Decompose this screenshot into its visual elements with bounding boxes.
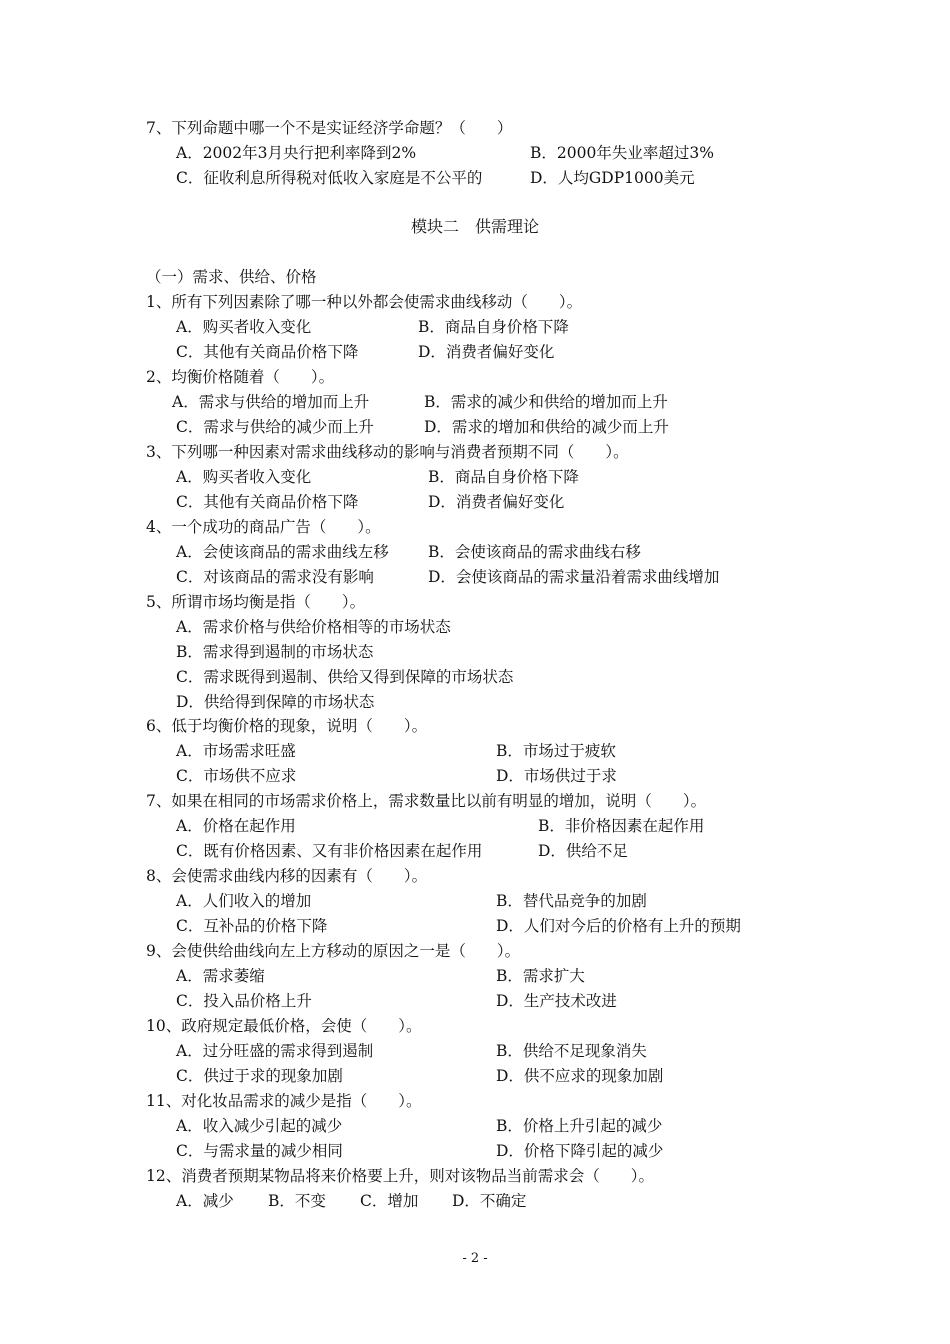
question-stem: 12、消费者预期某物品将来价格要上升，则对该物品当前需求会（ ）。 bbox=[146, 1167, 654, 1185]
option-b: B．2000年失业率超过3% bbox=[530, 144, 714, 162]
option-b: B．需求的减少和供给的增加而上升 bbox=[424, 393, 668, 411]
option-d: D．不确定 bbox=[452, 1192, 527, 1210]
option-c: C．对该商品的需求没有影响 bbox=[176, 568, 374, 586]
option-c: C．与需求量的减少相同 bbox=[176, 1142, 343, 1160]
question-stem: 1、所有下列因素除了哪一种以外都会使需求曲线移动（ ）。 bbox=[146, 293, 583, 311]
option-c: C．既有价格因素、又有非价格因素在起作用 bbox=[176, 842, 483, 860]
option-d: D．生产技术改进 bbox=[496, 992, 617, 1010]
question-stem: 7、如果在相同的市场需求价格上，需求数量比以前有明显的增加，说明（ ）。 bbox=[146, 792, 707, 810]
option-b: B．替代品竞争的加剧 bbox=[496, 892, 647, 910]
option-a: A．减少 bbox=[176, 1192, 234, 1210]
option-b: B．供给不足现象消失 bbox=[496, 1042, 647, 1060]
question-stem: 5、所谓市场均衡是指（ ）。 bbox=[146, 593, 366, 611]
option-c: C．征收利息所得税对低收入家庭是不公平的 bbox=[176, 169, 483, 187]
option-d: D．消费者偏好变化 bbox=[428, 493, 565, 511]
option-c: C．市场供不应求 bbox=[176, 767, 297, 785]
option-a: A．2002年3月央行把利率降到2% bbox=[176, 144, 417, 162]
option-a: A．购买者收入变化 bbox=[176, 318, 312, 336]
question-stem: 2、均衡价格随着（ ）。 bbox=[146, 368, 335, 386]
option-d: D．人均GDP1000美元 bbox=[530, 169, 695, 187]
option-c: C．投入品价格上升 bbox=[176, 992, 312, 1010]
option-b: B．需求扩大 bbox=[496, 967, 585, 985]
option-c: C．互补品的价格下降 bbox=[176, 917, 328, 935]
option-c: C．其他有关商品价格下降 bbox=[176, 343, 359, 361]
option-b: B．商品自身价格下降 bbox=[418, 318, 569, 336]
option-d: D．供不应求的现象加剧 bbox=[496, 1067, 664, 1085]
option-a: A．需求萎缩 bbox=[176, 967, 265, 985]
option-a: A．需求价格与供给价格相等的市场状态 bbox=[176, 618, 451, 636]
question-stem: 7、下列命题中哪一个不是实证经济学命题？（ ） bbox=[146, 119, 513, 137]
option-b: B．商品自身价格下降 bbox=[428, 468, 579, 486]
option-a: A．收入减少引起的减少 bbox=[176, 1117, 343, 1135]
option-d: D．会使该商品的需求量沿着需求曲线增加 bbox=[428, 568, 720, 586]
option-a: A．会使该商品的需求曲线左移 bbox=[176, 543, 389, 561]
option-c: C．供过于求的现象加剧 bbox=[176, 1067, 343, 1085]
option-d: D．人们对今后的价格有上升的预期 bbox=[496, 917, 741, 935]
option-a: A．需求与供给的增加而上升 bbox=[172, 393, 370, 411]
option-a: A．价格在起作用 bbox=[176, 817, 296, 835]
option-b: B．价格上升引起的减少 bbox=[496, 1117, 663, 1135]
option-a: A．人们收入的增加 bbox=[176, 892, 312, 910]
option-b: B．需求得到遏制的市场状态 bbox=[176, 643, 374, 661]
question-stem: 10、政府规定最低价格，会使（ ）。 bbox=[146, 1017, 422, 1035]
question-stem: 3、下列哪一种因素对需求曲线移动的影响与消费者预期不同（ ）。 bbox=[146, 443, 629, 461]
option-d: D．市场供过于求 bbox=[496, 767, 617, 785]
option-d: D．供给得到保障的市场状态 bbox=[176, 693, 375, 711]
question-stem: 6、低于均衡价格的现象，说明（ ）。 bbox=[146, 717, 428, 735]
option-b: B．不变 bbox=[268, 1192, 326, 1210]
option-d: D．供给不足 bbox=[538, 842, 628, 860]
option-b: B．会使该商品的需求曲线右移 bbox=[428, 543, 641, 561]
question-stem: 11、对化妆品需求的减少是指（ ）。 bbox=[146, 1092, 422, 1110]
option-c: C．需求与供给的减少而上升 bbox=[176, 418, 374, 436]
question-stem: 9、会使供给曲线向左上方移动的原因之一是（ ）。 bbox=[146, 942, 521, 960]
question-stem: 8、会使需求曲线内移的因素有（ ）。 bbox=[146, 867, 428, 885]
option-a: A．购买者收入变化 bbox=[176, 468, 312, 486]
option-a: A．市场需求旺盛 bbox=[176, 742, 296, 760]
subsection-heading: （一）需求、供给、价格 bbox=[146, 268, 317, 286]
option-a: A．过分旺盛的需求得到遏制 bbox=[176, 1042, 374, 1060]
option-d: D．价格下降引起的减少 bbox=[496, 1142, 664, 1160]
option-b: B．非价格因素在起作用 bbox=[538, 817, 705, 835]
option-d: D．需求的增加和供给的减少而上升 bbox=[424, 418, 669, 436]
option-b: B．市场过于疲软 bbox=[496, 742, 616, 760]
option-c: C．增加 bbox=[360, 1192, 419, 1210]
option-c: C．需求既得到遏制、供给又得到保障的市场状态 bbox=[176, 668, 514, 686]
page-number: - 2 - bbox=[462, 1251, 488, 1266]
question-stem: 4、一个成功的商品广告（ ）。 bbox=[146, 518, 381, 536]
option-d: D．消费者偏好变化 bbox=[418, 343, 555, 361]
option-c: C．其他有关商品价格下降 bbox=[176, 493, 359, 511]
module-title: 模块二 供需理论 bbox=[410, 217, 539, 236]
